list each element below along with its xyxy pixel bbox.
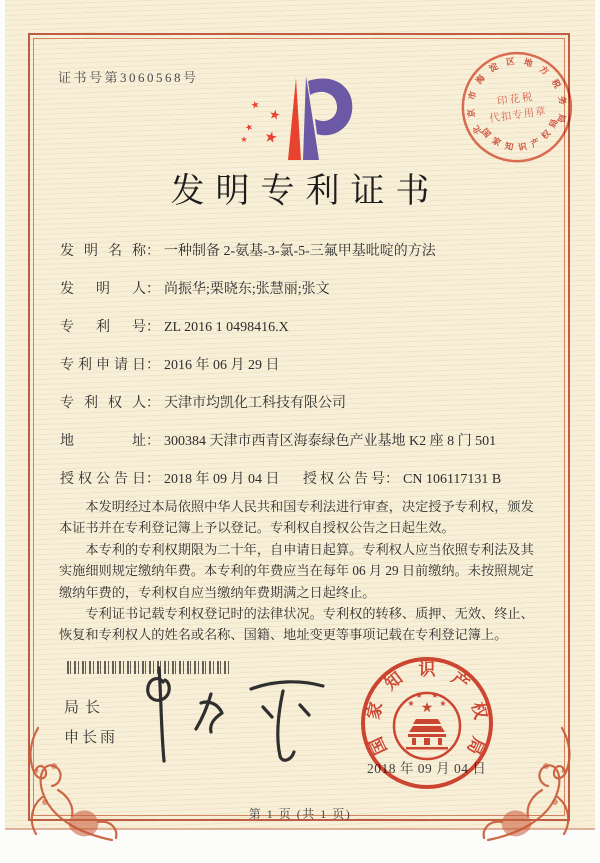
- svg-text:方: 方: [537, 63, 551, 77]
- svg-text:家: 家: [363, 700, 387, 722]
- field-colon: ：: [146, 244, 160, 259]
- field-value: 2018 年 09 月 04 日: [164, 472, 280, 487]
- svg-text:局: 局: [463, 733, 488, 758]
- svg-text:淀: 淀: [487, 60, 500, 74]
- legal-paragraph-2: 本专利的专利权期限为二十年，自申请日起算。专利权人应当依照专利法及其实施细则规定缴纳年费。本专利的年费应当在每年 06 月 29 日前缴纳。未按照规定缴纳年费的，专利权自应当缴纳年费期满之日起终止。: [59, 541, 534, 600]
- svg-text:区: 区: [505, 56, 516, 68]
- certificate-number: 证书号第3060568号: [58, 70, 199, 85]
- field-value: 一种制备 2-氨基-3-氯-5-三氟甲基吡啶的方法: [164, 244, 436, 259]
- field-value: 尚振华;栗晓东;张慧丽;张文: [164, 282, 330, 297]
- grant-seal-date: 2018 年 09 月 04 日: [367, 761, 487, 776]
- svg-text:★: ★: [240, 135, 248, 144]
- svg-text:知: 知: [503, 140, 515, 153]
- field-colon: ：: [146, 434, 160, 449]
- svg-text:局: 局: [555, 112, 568, 124]
- svg-text:税: 税: [549, 77, 563, 90]
- svg-text:★: ★: [249, 99, 262, 112]
- field-colon: ：: [146, 472, 160, 487]
- field-label: 地址: [60, 434, 146, 449]
- logo-purple-bowl: [308, 79, 352, 136]
- svg-text:★: ★: [439, 699, 447, 708]
- cnipa-official-seal: [352, 648, 502, 798]
- field-grant-date: [60, 470, 546, 490]
- field-label: 专利申请日: [60, 358, 146, 373]
- logo-stars: [240, 99, 281, 147]
- field-colon: ：: [146, 282, 160, 297]
- svg-text:京: 京: [465, 108, 477, 119]
- svg-text:国: 国: [479, 126, 493, 140]
- field-inventors: [60, 280, 546, 300]
- field-value: CN 106117131 B: [403, 472, 502, 487]
- svg-text:★: ★: [262, 126, 280, 148]
- svg-text:北: 北: [470, 123, 484, 137]
- svg-text:知: 知: [381, 668, 407, 694]
- field-grant-number: [303, 470, 501, 490]
- svg-text:产: 产: [447, 668, 473, 694]
- svg-text:识: 识: [418, 660, 436, 679]
- field-invention-name: [60, 242, 546, 262]
- corner-ornament-bottom-left: [12, 692, 130, 844]
- field-address: [60, 432, 546, 452]
- legal-paragraph-3: 专利证书记载专利权登记时的法律状况。专利权的转移、质押、无效、终止、恢复和专利权人的姓名或名称、国籍、地址变更等事项记载在专利登记簿上。: [59, 606, 534, 643]
- patent-office-logo: [232, 72, 368, 176]
- svg-text:家: 家: [490, 135, 503, 149]
- svg-text:权: 权: [539, 128, 553, 142]
- field-label: 发明名称: [60, 244, 146, 259]
- certificate-title: 发明专利证书: [170, 173, 441, 210]
- svg-text:★: ★: [431, 691, 439, 700]
- national-emblem: [394, 691, 460, 759]
- signature-handwriting: [125, 658, 340, 770]
- field-label: 发明人: [60, 282, 146, 297]
- svg-text:国: 国: [366, 733, 391, 758]
- field-filing-date: [60, 356, 546, 376]
- svg-text:产: 产: [529, 136, 542, 150]
- field-colon: ：: [146, 320, 160, 335]
- tax-seal-line2: 代扣专用章: [488, 106, 548, 126]
- field-label: 授权公告号: [303, 472, 385, 487]
- svg-text:★: ★: [243, 122, 255, 135]
- signer-name: 申长雨: [64, 730, 119, 746]
- svg-text:海: 海: [473, 72, 487, 86]
- certificate-fields: [60, 242, 546, 508]
- field-label: 专利权人: [60, 396, 146, 411]
- svg-text:权: 权: [467, 700, 491, 722]
- field-label: 授权公告日: [60, 472, 146, 487]
- svg-text:市: 市: [466, 89, 479, 101]
- field-label: 专利号: [60, 320, 146, 335]
- legal-paragraph-1: 本发明经过本局依照中华人民共和国专利法进行审查，决定授予专利权，颁发本证书并在专利登记簿上予以登记。专利权自授权公告之日起生效。: [59, 499, 534, 536]
- field-patent-number: [60, 318, 546, 338]
- logo-red-wedge: [288, 78, 301, 160]
- legal-text: [59, 496, 545, 646]
- signer-title: 局长: [64, 700, 107, 716]
- field-value: 2016 年 06 月 29 日: [164, 358, 280, 373]
- svg-text:★: ★: [415, 691, 423, 700]
- field-patentee: [60, 394, 546, 414]
- svg-text:★: ★: [267, 107, 282, 124]
- svg-text:★: ★: [420, 700, 434, 716]
- tax-stamp-seal: [441, 31, 595, 185]
- field-value: ZL 2016 1 0498416.X: [164, 320, 289, 335]
- field-value: 天津市均凯化工科技有限公司: [164, 396, 346, 411]
- page-number: 第 1 页 (共 1 页): [248, 807, 352, 821]
- svg-text:务: 务: [556, 95, 568, 106]
- field-colon: ：: [146, 358, 160, 373]
- svg-text:地: 地: [522, 56, 534, 69]
- svg-text:识: 识: [517, 141, 528, 153]
- field-colon: ：: [385, 472, 399, 487]
- field-value: 300384 天津市西青区海泰绿色产业基地 K2 座 8 门 501: [164, 434, 497, 449]
- svg-text:★: ★: [407, 699, 415, 708]
- tax-seal-line1: 印花税: [496, 91, 536, 108]
- svg-text:局: 局: [547, 117, 560, 130]
- field-colon: ：: [146, 396, 160, 411]
